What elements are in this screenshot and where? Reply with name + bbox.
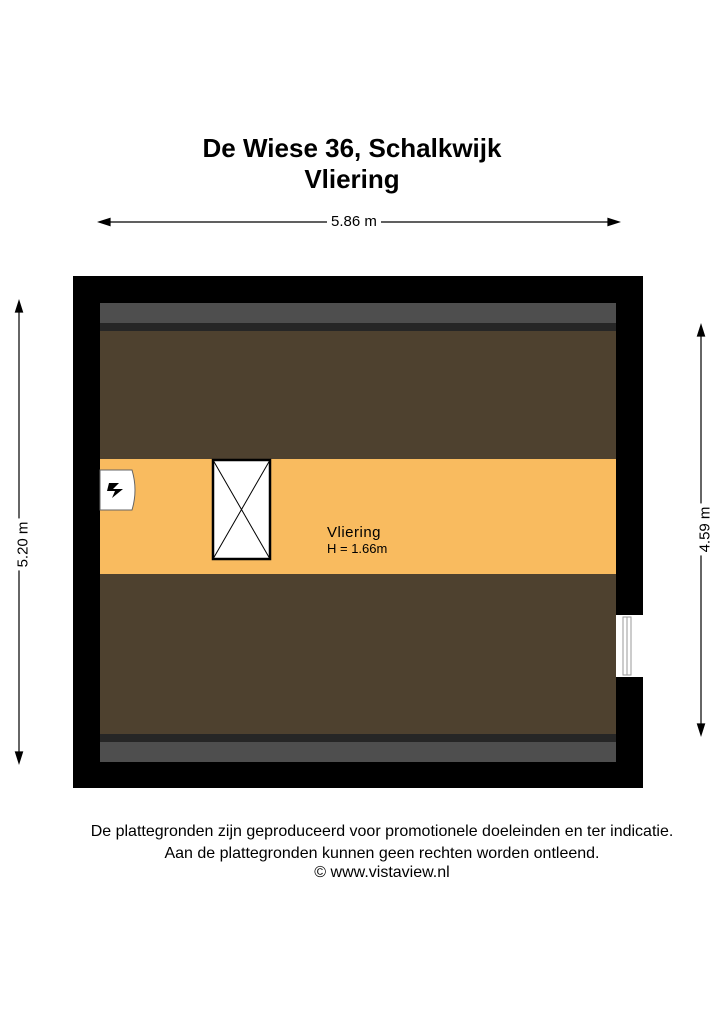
eave-line-top bbox=[100, 323, 616, 331]
eave-line-bottom bbox=[100, 734, 616, 742]
floor-title: Vliering bbox=[304, 164, 400, 194]
eave-zone-bottom bbox=[100, 742, 616, 762]
low-ceiling-zone-bottom bbox=[100, 574, 616, 734]
window-icon bbox=[616, 615, 643, 677]
roof-hatch-icon bbox=[213, 460, 270, 559]
page-title: De Wiese 36, Schalkwijk bbox=[202, 133, 502, 163]
disclaimer-line-2: Aan de plattegronden kunnen geen rechten worden ontleend. bbox=[164, 845, 600, 862]
boiler-icon bbox=[100, 470, 135, 510]
left-height-dimension-label: 5.20 m bbox=[14, 519, 31, 571]
eave-zone-top bbox=[100, 303, 616, 323]
copyright-line: © www.vistaview.nl bbox=[314, 864, 450, 881]
right-height-dimension-label: 4.59 m bbox=[696, 504, 713, 556]
usable-floor-zone bbox=[100, 459, 616, 574]
width-dimension-label: 5.86 m bbox=[327, 213, 381, 230]
room-name: Vliering bbox=[327, 524, 382, 541]
disclaimer-line-1: De plattegronden zijn geproduceerd voor promotionele doeleinden en ter indicatie. bbox=[90, 823, 674, 840]
room-height: H = 1.66m bbox=[327, 541, 388, 556]
low-ceiling-zone-top bbox=[100, 331, 616, 459]
